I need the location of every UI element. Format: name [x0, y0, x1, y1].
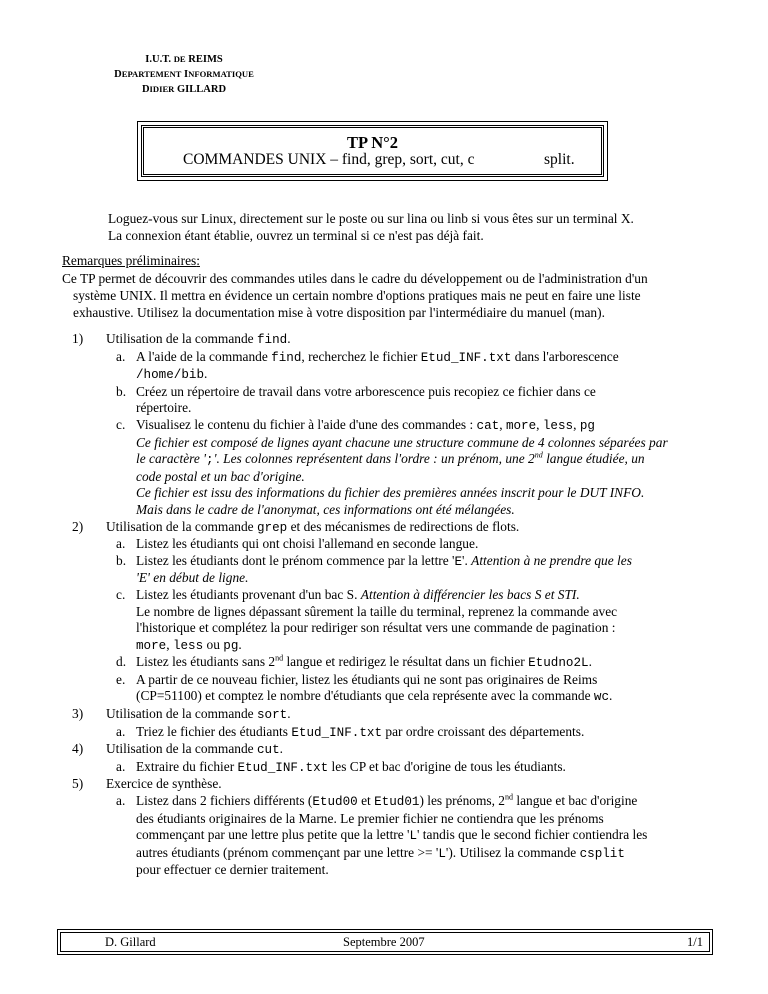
exercise-1: 1) Utilisation de la commande find. [72, 331, 291, 347]
exercise-1a: a. A l'aide de la commande find, recherchez le fichier Etud_INF.txt dans l'arborescence /home/bib. [116, 348, 619, 383]
header-line-2: DEPARTEMENT INFORMATIQUE [114, 69, 254, 80]
exercise-3: 3) Utilisation de la commande sort. [72, 706, 291, 723]
institution-header [100, 52, 268, 97]
footer-author: D. Gillard [105, 935, 156, 949]
footer-date: Septembre 2007 [343, 935, 425, 949]
file-description-note: Ce fichier est composé de lignes ayant chacune une structure commune de 4 colonnes séparées par le caractère ';'. Les colonnes représentent dans l'ordre : un prénom, une 2nd langue étudiée, un code postal et un bac d'origine. Ce fichier est issu des informations du fichier des premières années inscrit pour le DUT INFO. Mais dans le cadre de l'anonymat, ces informations ont été mélangées. [136, 434, 668, 517]
exercise-3a: a. Triez le fichier des étudiants Etud_INF.txt par ordre croissant des départements. [116, 723, 585, 740]
header-line-3: DIDIER GILLARD [141, 84, 227, 95]
exercise-2c: c. Listez les étudiants provenant d'un bac S. Attention à différencier les bacs S et STI. Le nombre de lignes dépassant sûrement la taille du terminal, reprenez la commande avec l'historique et complétez la pour rediriger son résultat vers une commande de pagination : more, less ou pg. [116, 586, 618, 653]
title-box [141, 125, 604, 177]
footer-page-number: 1/1 [687, 935, 703, 949]
exercise-2b: b. Listez les étudiants dont le prénom commence par la lettre 'E'. Attention à ne prendre que les 'E' en début de ligne. [116, 552, 632, 586]
exercise-2a: a. Listez les étudiants qui ont choisi l'allemand en seconde langue. [116, 536, 479, 552]
exercise-1c: c. Visualisez le contenu du fichier à l'aide d'une des commandes : cat, more, less, pg [116, 416, 595, 433]
exercise-1b: b. Créez un répertoire de travail dans votre arborescence puis recopiez ce fichier dans ce répertoire. [116, 383, 596, 416]
exercise-list [72, 331, 716, 879]
tp-title: COMMANDES UNIX – find, grep, sort, cut, c [183, 151, 475, 168]
exercise-4: 4) Utilisation de la commande cut. [72, 741, 284, 758]
exercise-2: 2) Utilisation de la commande grep et des mécanismes de redirections de flots. [72, 518, 520, 535]
remarks-heading: Remarques préliminaires: [62, 253, 200, 268]
page-footer [60, 932, 710, 952]
tp-number: TP N°2 [346, 133, 399, 152]
remarks-paragraph: Ce TP permet de découvrir des commandes utiles dans le cadre du développement ou de l'administration d'un système UNIX. Il mettra en évidence un certain nombre d'options pratiques mais ne peut en faire une liste exhaustive. Utilisez la documentation mise à votre disposition par l'intermédiaire du manuel (man). [62, 271, 648, 320]
exercise-5a: a. Listez dans 2 fichiers différents (Etud00 et Etud01) les prénoms, 2nd langue et bac d'origine des étudiants originaires de la Marne. Le premier fichier ne contiendra que les prénoms commençant par une lettre plus petite que la lettre 'L' tandis que le second fichier contiendra les autres étudiants (prénom commençant par une lettre >= 'L'). Utilisez la commande csplit pour effectuer ce dernier traitement. [116, 792, 648, 878]
exercise-2d: d. Listez les étudiants sans 2nd langue et redirigez le résultat dans un fichier Etudno2L. [116, 653, 592, 671]
exercise-5: 5) Exercice de synthèse. [72, 776, 222, 792]
exercise-4a: a. Extraire du fichier Etud_INF.txt les CP et bac d'origine de tous les étudiants. [116, 758, 566, 775]
tp-title-end: split. [544, 151, 575, 168]
intro-text: Loguez-vous sur Linux, directement sur le poste ou sur lina ou linb si vous êtes sur un terminal X. La connexion étant établie, ouvrez un terminal si ce n'est pas déjà fait. [108, 211, 634, 243]
header-line-1: I.U.T. DE REIMS [145, 54, 223, 65]
exercise-2e: e. A partir de ce nouveau fichier, listez les étudiants qui ne sont pas originaires de Reims (CP=51100) et comptez le nombre d'étudiants que cela représente avec la commande wc. [116, 671, 613, 705]
